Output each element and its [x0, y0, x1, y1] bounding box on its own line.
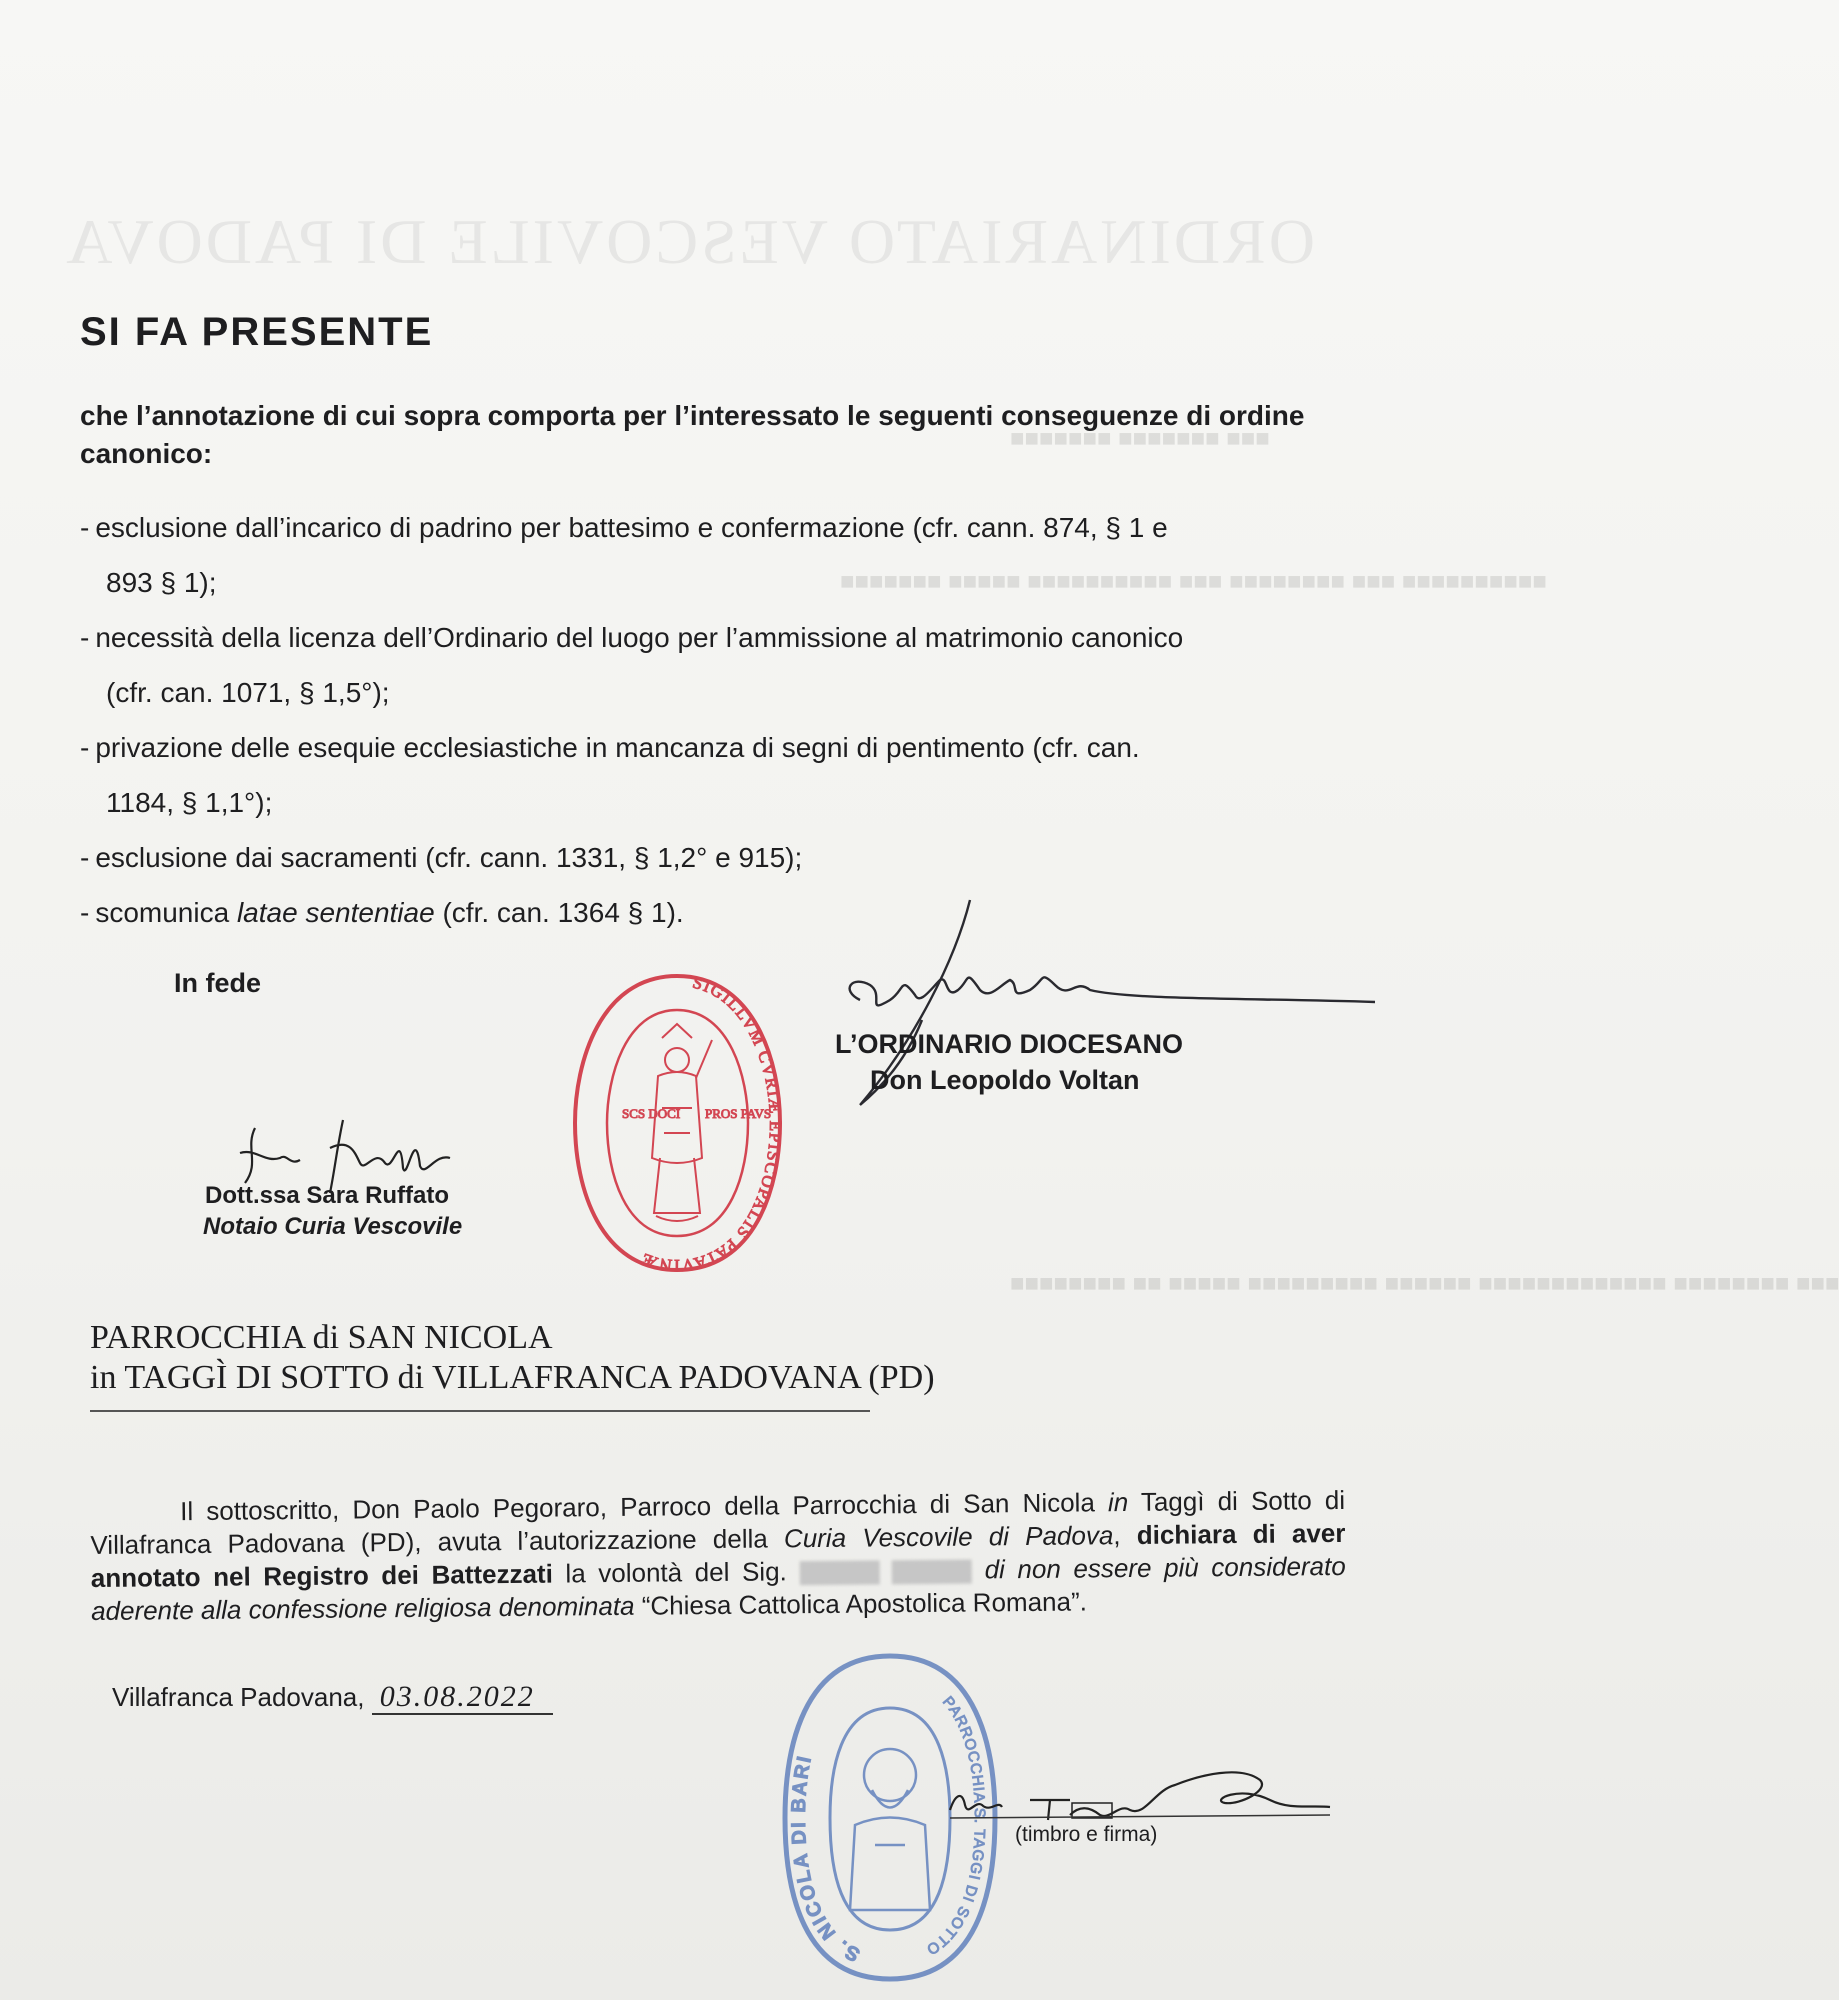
redacted-name	[799, 1561, 879, 1586]
saint-nicholas-figure	[850, 1749, 930, 1910]
redacted-name	[892, 1560, 972, 1585]
curia-seal-stamp	[570, 968, 785, 1278]
stamp-outer-left: S. NICOLA DI BARI	[787, 1752, 864, 1966]
declaration-bold: dichiara di aver annotato nel Registro dei Battezzati	[90, 1517, 1346, 1593]
list-item-text: privazione delle esequie ecclesiastiche in mancanza di segni di pentimento (cfr. can.	[95, 732, 1140, 763]
list-item-text: necessità della licenza dell’Ordinario del luogo per l’ammissione al matrimonio canonico	[95, 622, 1184, 653]
consequences-list	[80, 500, 1355, 940]
intro-paragraph: che l’annotazione di cui sopra comporta per l’interessato le seguenti conseguenze di ordine canonico:	[80, 400, 1305, 469]
notaio-role: Notaio Curia Vescovile	[203, 1213, 463, 1240]
declaration-text: in	[1107, 1487, 1129, 1518]
latin-term: latae sententiae	[236, 897, 435, 928]
list-item: - privazione delle esequie ecclesiastiche in mancanza di segni di pentimento (cfr. can. 1184, § 1,1°);	[80, 720, 1355, 830]
list-item-text: scomunica	[95, 897, 237, 928]
section-heading: SI FA PRESENTE	[80, 310, 434, 354]
bleed-text: ■■■ ■■■■■■■ ■■■■■■■	[1010, 425, 1270, 452]
declaration-text: “Chiesa Cattolica Apostolica Romana”.	[634, 1586, 1088, 1621]
divider	[90, 1410, 870, 1412]
stamp-outer-right: PARROCCHIA S. TAGGI DI SOTTO	[922, 1693, 989, 1959]
parish-location: in TAGGÌ DI SOTTO di VILLAFRANCA PADOVANA (PD)	[90, 1359, 935, 1396]
notaio-name: Dott.ssa Sara Ruffato	[205, 1182, 450, 1209]
declaration-text: Il sottoscritto, Don Paolo Pegoraro, Parroco della Parrocchia di San Nicola	[180, 1487, 1109, 1527]
declaration-text: Taggì di Sotto di Villafranca Padovana (PD), avuta l’autorizzazione della	[90, 1484, 1346, 1560]
notaio-block	[205, 1180, 462, 1242]
declaration-text: ,	[1113, 1519, 1137, 1551]
place-date-line	[112, 1680, 553, 1714]
declaration-text: la volontà del Sig.	[552, 1556, 787, 1589]
list-item-text: 1184, § 1,1°);	[106, 787, 273, 818]
handwritten-date: 03.08.2022	[372, 1680, 553, 1715]
parish-name: PARROCCHIA di SAN NICOLA	[90, 1319, 553, 1356]
list-item: - scomunica latae sententiae (cfr. can. 1364 § 1).	[80, 897, 684, 928]
stamp-and-signature-label: (timbro e firma)	[1015, 1823, 1158, 1846]
declaration-text: Curia Vescovile di Padova	[783, 1520, 1114, 1554]
list-item: - necessità della licenza dell’Ordinario del luogo per l’ammissione al matrimonio canonico (cfr. can. 1071, § 1,5°);	[80, 610, 1355, 720]
list-item-text: esclusione dall’incarico di padrino per battesimo e confermazione (cfr. cann. 874, § 1 e	[95, 512, 1168, 543]
parroco-signature	[940, 1745, 1340, 1830]
letterhead-bleed-through: ORDINARIATO VESCOVILE DI PADOVA	[63, 206, 1315, 277]
list-item-text: 893 § 1);	[106, 567, 217, 598]
list-item-text: esclusione dai sacramenti (cfr. cann. 1331, § 1,2° e 915);	[95, 842, 803, 873]
place-label: Villafranca Padovana,	[112, 1682, 365, 1712]
list-item-text: (cfr. can. 1364 § 1).	[434, 897, 684, 928]
ordinario-block	[835, 1026, 1183, 1098]
list-item: - esclusione dai sacramenti (cfr. cann. 1331, § 1,2° e 915);	[80, 842, 803, 873]
seal-inner-left: SCS DOCI	[622, 1106, 681, 1121]
ordinario-name: Don Leopoldo Voltan	[870, 1065, 1140, 1095]
seal-inner-right: PROS PAVS	[705, 1106, 772, 1121]
seal-outer-text: SIGILLVM CVRIÆ EPISCOPALIS PATAVINÆ	[638, 972, 785, 1276]
ordinario-title: L’ORDINARIO DIOCESANO	[835, 1029, 1184, 1059]
declaration-paragraph	[90, 1484, 1346, 1628]
list-item: - esclusione dall’incarico di padrino per battesimo e confermazione (cfr. cann. 874, § 1 e 893 § 1);	[80, 500, 1355, 610]
parish-header	[90, 1318, 935, 1398]
declaration-text: di non essere più considerato aderente alla confessione religiosa denominata	[90, 1550, 1346, 1626]
list-item-text: (cfr. can. 1071, § 1,5°);	[106, 677, 390, 708]
saint-figure	[652, 1024, 712, 1221]
bleed-text: ■■■ ■■■■■■■■ ■■■■■■■■■■■■■ ■■■■■■ ■■■■■■■■■ ■■■■■ ■■ ■■■■■■■■	[1010, 1270, 1839, 1297]
in-fede-label: In fede	[174, 968, 262, 998]
bleed-text: ■■■■■■■■■■ ■■■ ■■■■■■■■ ■■■ ■■■■■■■■■■ ■■■■■ ■■■■■■■	[840, 568, 1547, 595]
